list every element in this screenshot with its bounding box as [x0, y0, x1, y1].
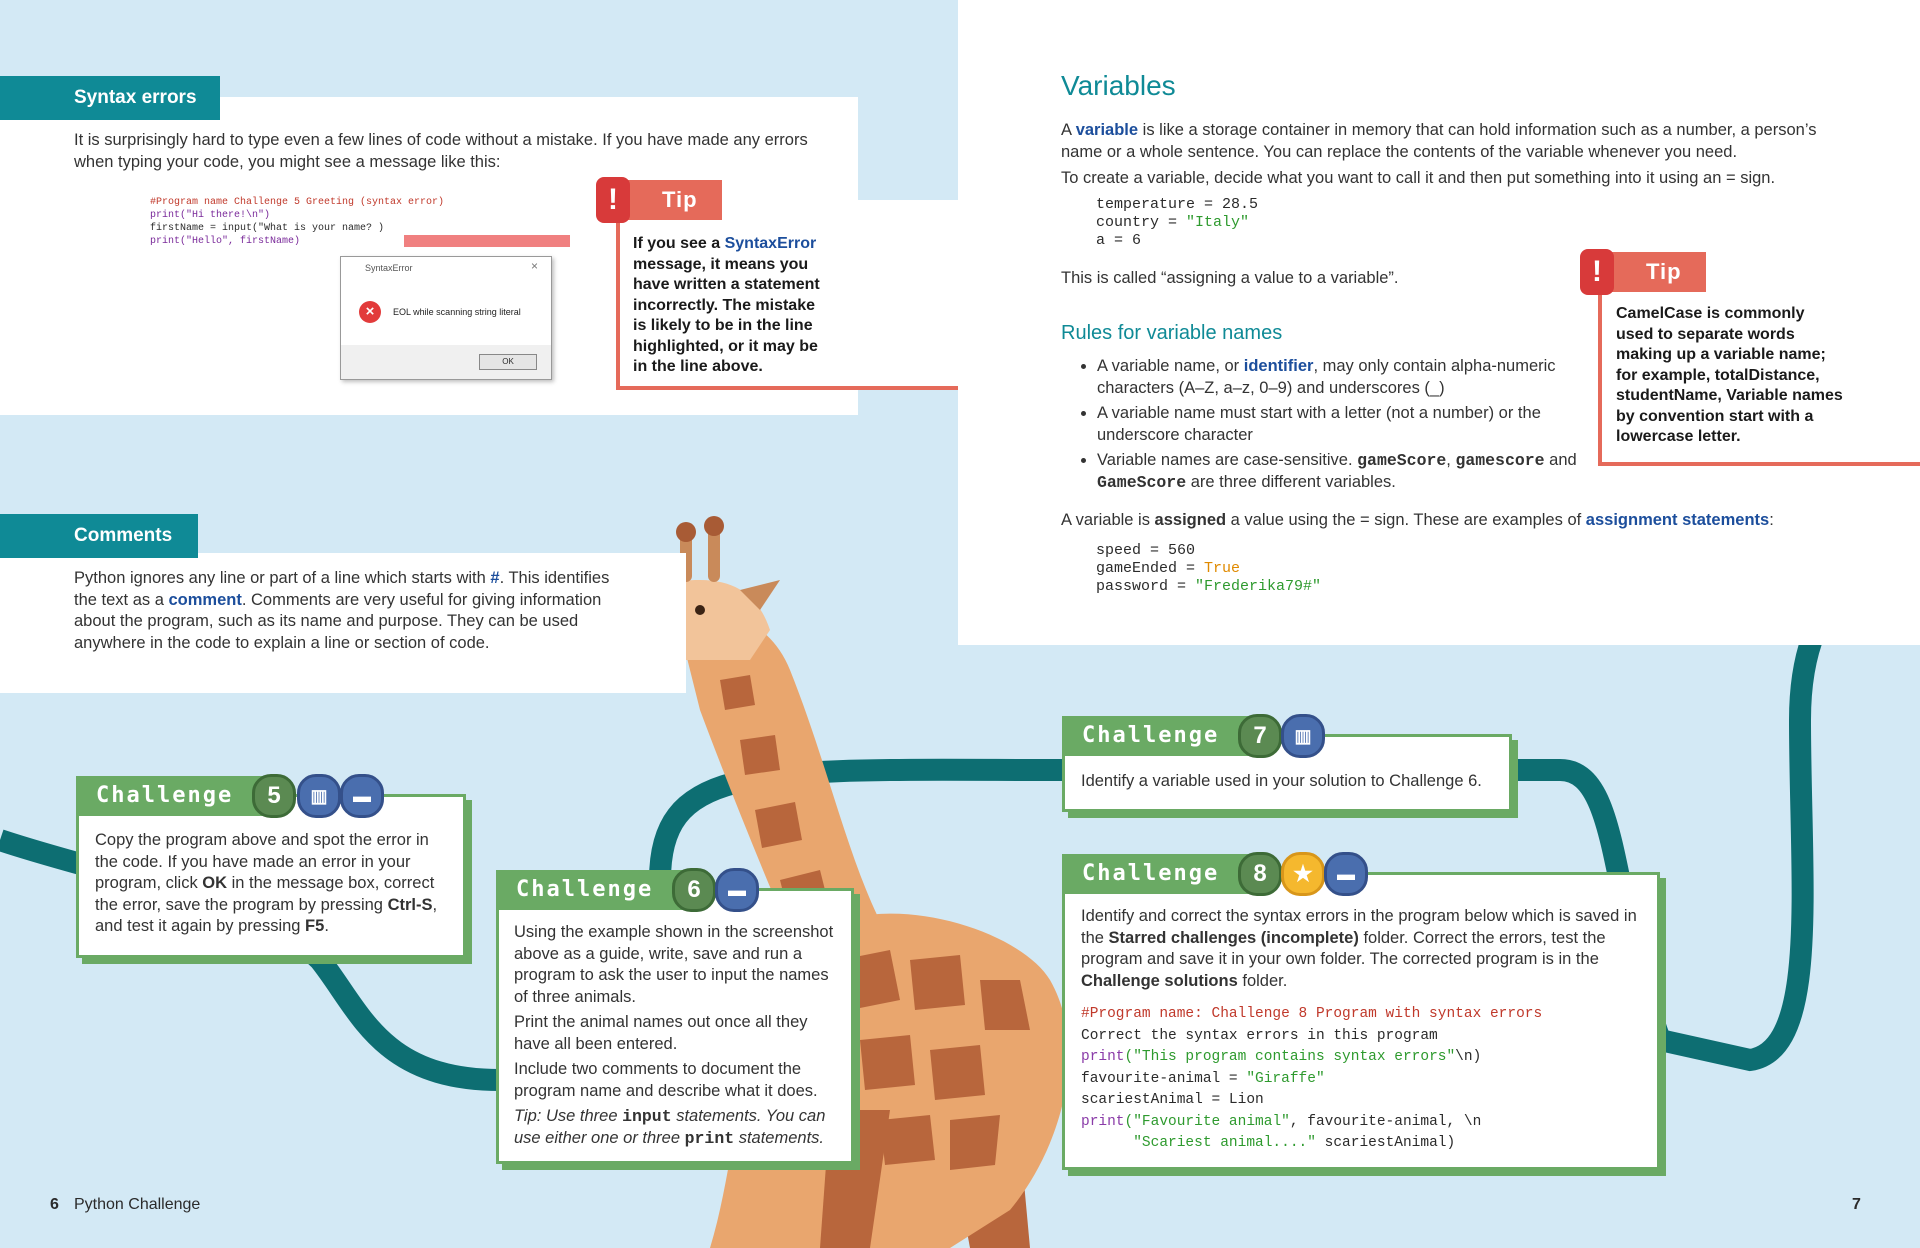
dialog-title: SyntaxError: [365, 263, 413, 273]
code-line: password = "Frederika79#": [1096, 578, 1322, 595]
variables-para1: A variable is like a storage container in memory that can hold information such as a number, a person’s name or a whole sentence. You can replace the contents of the variable whenever you need.: [1061, 121, 1817, 161]
rule-item: • Variable names are case-sensitive. gameScore, gamescore and GameScore are three different variables.: [1097, 450, 1587, 493]
code-line: print("Favourite animal", favourite-animal, \n: [1081, 1113, 1482, 1130]
comments-heading: Comments: [0, 514, 198, 558]
code-block-1: [1096, 196, 1258, 250]
code-line: print("Hi there!\n"): [150, 210, 271, 221]
tip2-label: Tip: [1594, 252, 1706, 292]
code-line: Correct the syntax errors in this program: [1081, 1027, 1438, 1044]
challenge-6-para3: Include two comments to document the program name and describe what it does.: [514, 1060, 818, 1100]
variables-para4: A variable is assigned a value using the = sign. These are examples of assignment statements:: [1061, 511, 1774, 529]
challenge-6-text: [514, 922, 844, 1149]
variables-heading: Variables: [1061, 70, 1176, 101]
challenge-6-number: 6: [672, 868, 716, 912]
folder-icon: ▬: [715, 868, 759, 912]
variables-para2: To create a variable, decide what you want to call it and then put something into it using an = sign.: [1061, 169, 1776, 187]
syntax-error-dialog: [340, 256, 552, 380]
code-line: #Program name Challenge 5 Greeting (syntax error): [150, 197, 445, 208]
syntax-errors-heading: Syntax errors: [0, 76, 220, 120]
challenge-7-label: Challenge: [1062, 716, 1254, 756]
code-line: #Program name: Challenge 8 Program with syntax errors: [1081, 1006, 1543, 1022]
book-icon: ▥: [297, 774, 341, 818]
error-icon: ×: [359, 301, 381, 323]
code-line: print("This program contains syntax errors"\n): [1081, 1049, 1482, 1065]
code-line: country = "Italy": [1096, 214, 1250, 231]
code-line: scariestAnimal = Lion: [1081, 1092, 1264, 1108]
code-line: print("Hello", firstName): [150, 236, 301, 247]
challenge-5-label: Challenge: [76, 776, 268, 816]
challenge-6-tip: Tip: Use three input statements. You can use either one or three print statements.: [514, 1107, 826, 1148]
error-highlight: [404, 235, 570, 247]
code-line: a = 6: [1096, 232, 1142, 249]
footer-title: Python Challenge: [74, 1196, 201, 1213]
tip1-label: Tip: [610, 180, 722, 220]
code-line: favourite-animal = "Giraffe": [1081, 1070, 1325, 1087]
challenge-5-number: 5: [252, 774, 296, 818]
code-line: speed = 560: [1096, 542, 1196, 559]
code-line: "Scariest animal...." scariestAnimal): [1081, 1135, 1456, 1151]
folder-icon: ▬: [1324, 852, 1368, 896]
page-number-right: 7: [1852, 1196, 1861, 1213]
syntax-intro-line2: when typing your code, you might see a message like this:: [74, 153, 501, 171]
dialog-message: EOL while scanning string literal: [393, 307, 521, 317]
book-icon: ▥: [1281, 714, 1325, 758]
close-icon[interactable]: ×: [531, 259, 539, 273]
comments-text: Python ignores any line or part of a line which starts with #. This identifies the text as a comment. Comments are very useful for giving information about the program, such as its name and purpose. They can be used anywhere in the code to explain a line or section of code.: [74, 569, 610, 652]
challenge-8-text: Identify and correct the syntax errors in the program below which is saved in the Starred challenges (incomplete) folder. Correct the errors, test the program and save it in your own folder. The corrected program is in the Challenge solutions folder.: [1081, 907, 1637, 990]
variables-para3: This is called “assigning a value to a variable”.: [1061, 269, 1399, 287]
code-line: temperature = 28.5: [1096, 196, 1259, 213]
page-number-left: 6: [50, 1196, 59, 1213]
challenge-6-para1: Using the example shown in the screenshot above as a guide, write, save and run a program to ask the user to input the names of three animals.: [514, 923, 834, 1006]
challenge-6-para2: Print the animal names out once all they have all been entered.: [514, 1013, 808, 1053]
challenge-8-number: 8: [1238, 852, 1282, 896]
code-line: gameEnded = True: [1096, 560, 1241, 577]
exclamation-icon: !: [1580, 249, 1614, 295]
rule-item: • A variable name must start with a letter (not a number) or the underscore character: [1097, 403, 1587, 446]
challenge-7-text: Identify a variable used in your solution to Challenge 6.: [1081, 772, 1482, 790]
challenge-8-label: Challenge: [1062, 854, 1254, 894]
exclamation-icon: !: [596, 177, 630, 223]
syntax-intro-line1: It is surprisingly hard to type even a few lines of code without a mistake. If you have made any errors: [74, 131, 808, 149]
rules-heading: Rules for variable names: [1061, 322, 1283, 344]
challenge-5-text: Copy the program above and spot the error in the code. If you have made an error in your program, click OK in the message box, correct the error, save the program by pressing Ctrl-S, and test it again by pressing F5.: [95, 831, 438, 935]
folder-icon: ▬: [340, 774, 384, 818]
tip2-text: CamelCase is commonly used to separate words making up a variable name; for example, totalDistance, studentName, Variable names by convention start with a lowercase letter.: [1616, 305, 1843, 445]
challenge-6-label: Challenge: [496, 870, 688, 910]
challenge-8-code: [1081, 1004, 1651, 1155]
star-icon: ★: [1281, 852, 1325, 896]
dialog-ok-button[interactable]: OK: [479, 354, 537, 370]
code-line: firstName = input("What is your name? ): [150, 223, 385, 234]
rule-item: • A variable name, or identifier, may only contain alpha-numeric characters (A–Z, a–z, 0–9) and underscores (_): [1097, 356, 1587, 399]
challenge-7-number: 7: [1238, 714, 1282, 758]
tip1-text: If you see a SyntaxError message, it means you have written a statement incorrectly. The mistake is likely to be in the line highlighted, or it may be in the line above.: [633, 235, 820, 375]
code-block-2: [1096, 542, 1321, 596]
rules-list: [1075, 356, 1587, 497]
